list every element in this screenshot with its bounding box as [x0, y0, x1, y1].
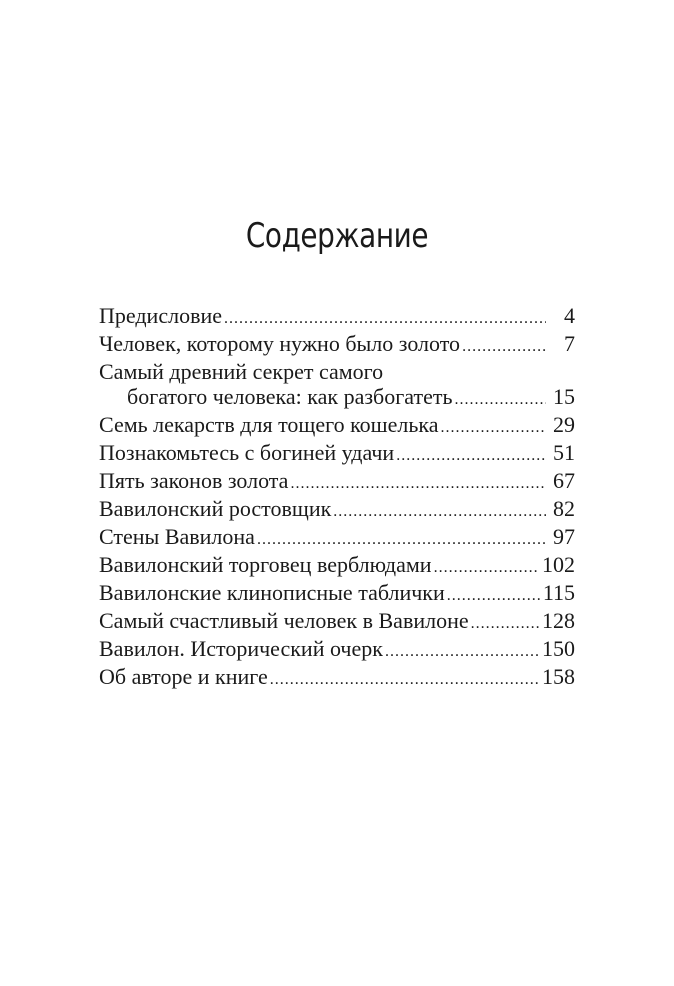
- toc-entry: [99, 552, 575, 580]
- toc-entry-page: 82: [553, 496, 575, 521]
- toc-entry: [99, 303, 575, 331]
- toc-entry: [99, 331, 575, 359]
- toc-entry-title: Предисловие: [99, 303, 222, 328]
- toc-entry: [99, 608, 575, 636]
- toc-entry: [99, 359, 575, 412]
- toc-entry-page: 15: [553, 384, 575, 409]
- toc-entry: [99, 496, 575, 524]
- toc-entry: [99, 524, 575, 552]
- dot-leader: [434, 555, 539, 580]
- dot-leader: [270, 667, 539, 692]
- toc-entry-page: 51: [553, 440, 575, 465]
- toc-entry-title: Вавилонский ростовщик: [99, 496, 332, 521]
- dot-leader: [333, 499, 546, 524]
- toc-entry-title-line1: Самый древний секрет самого: [99, 359, 384, 384]
- toc-entry-page: 7: [564, 331, 575, 356]
- dot-leader: [462, 334, 546, 359]
- dot-leader: [441, 415, 547, 440]
- toc-entry-page: 115: [542, 580, 575, 605]
- toc-entry-page: 97: [553, 524, 575, 549]
- dot-leader: [257, 527, 546, 552]
- toc-entry-title: Вавилон. Исторический очерк: [99, 636, 383, 661]
- toc-entry-title: Самый счастливый человек в Вавилоне: [99, 608, 469, 633]
- toc-entry-title: Вавилонские клинописные таблички: [99, 580, 445, 605]
- toc-entry-title: Стены Вавилона: [99, 524, 255, 549]
- toc-entry-page: 4: [564, 303, 575, 328]
- dot-leader: [471, 611, 539, 636]
- table-of-contents: [99, 303, 575, 692]
- toc-entry: [99, 580, 575, 608]
- dot-leader: [385, 639, 539, 664]
- toc-entry: [99, 440, 575, 468]
- toc-entry: [99, 636, 575, 664]
- toc-entry-title: Вавилонский торговец верблюдами: [99, 552, 432, 577]
- toc-entry-page: 102: [542, 552, 575, 577]
- toc-entry-title: Пять законов золота: [99, 468, 289, 493]
- toc-entry: [99, 468, 575, 496]
- toc-entry-title: Человек, которому нужно было золото: [99, 331, 461, 356]
- page-title: Содержание: [245, 216, 429, 256]
- dot-leader: [224, 306, 546, 331]
- toc-entry: [99, 664, 575, 692]
- toc-entry-page: 29: [553, 412, 575, 437]
- dot-leader: [447, 583, 540, 608]
- dot-leader: [290, 471, 546, 496]
- dot-leader: [396, 443, 546, 468]
- toc-entry-page: 128: [542, 608, 575, 633]
- toc-entry-page: 158: [542, 664, 575, 689]
- toc-entry-title: Об авторе и книге: [99, 664, 268, 689]
- toc-entry-title: Семь лекарств для тощего кошелька: [99, 412, 439, 437]
- toc-entry: [99, 412, 575, 440]
- toc-entry-page: 150: [542, 636, 575, 661]
- toc-entry-page: 67: [553, 468, 575, 493]
- toc-entry-title: Познакомьтесь с богиней удачи: [99, 440, 395, 465]
- toc-entry-title-line2: богатого человека: как разбогатеть: [127, 384, 453, 409]
- dot-leader: [454, 387, 546, 412]
